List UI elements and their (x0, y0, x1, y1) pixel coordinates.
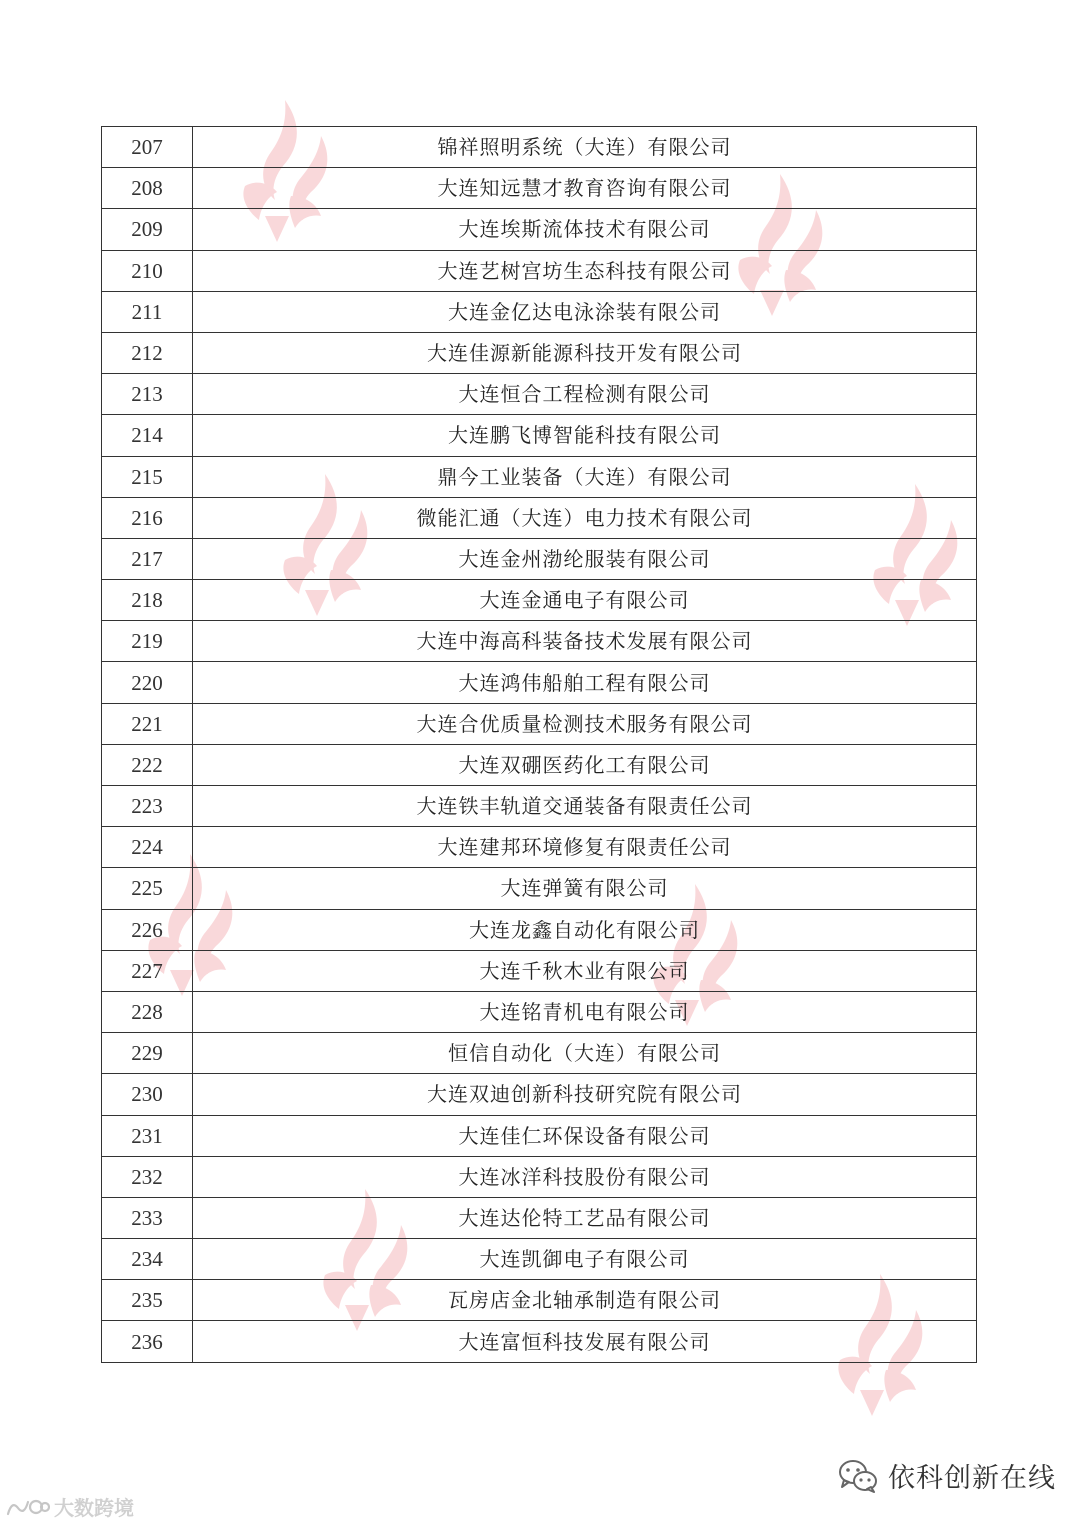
account-name: 依科创新在线 (888, 1463, 1056, 1494)
table-row (102, 209, 977, 250)
row-number: 217 (102, 538, 193, 579)
company-name: 大连鹏飞博智能科技有限公司 (193, 415, 977, 456)
row-number: 209 (102, 209, 193, 250)
table-body (102, 127, 977, 1363)
table-row (102, 1280, 977, 1321)
row-number: 222 (102, 744, 193, 785)
row-number: 223 (102, 786, 193, 827)
table-row (102, 1033, 977, 1074)
table-row (102, 950, 977, 991)
company-name: 大连合优质量检测技术服务有限公司 (193, 703, 977, 744)
table-row (102, 1197, 977, 1238)
row-number: 218 (102, 580, 193, 621)
row-number: 216 (102, 497, 193, 538)
row-number: 221 (102, 703, 193, 744)
company-name: 大连铁丰轨道交通装备有限责任公司 (193, 786, 977, 827)
brand-logo-icon (6, 1496, 50, 1518)
table-row (102, 374, 977, 415)
company-name: 大连佳仁环保设备有限公司 (193, 1115, 977, 1156)
company-name: 大连金州渤纶服装有限公司 (193, 538, 977, 579)
company-name: 大连艺树宫坊生态科技有限公司 (193, 250, 977, 291)
company-name: 大连恒合工程检测有限公司 (193, 374, 977, 415)
row-number: 232 (102, 1156, 193, 1197)
row-number: 211 (102, 291, 193, 332)
table-row (102, 909, 977, 950)
company-name: 大连双迪创新科技研究院有限公司 (193, 1074, 977, 1115)
table-row (102, 662, 977, 703)
table-row (102, 1239, 977, 1280)
company-name: 锦祥照明系统（大连）有限公司 (193, 127, 977, 168)
row-number: 235 (102, 1280, 193, 1321)
row-number: 208 (102, 168, 193, 209)
company-name: 大连佳源新能源科技开发有限公司 (193, 332, 977, 373)
table-row (102, 991, 977, 1032)
company-name: 大连弹簧有限公司 (193, 868, 977, 909)
row-number: 236 (102, 1321, 193, 1362)
table-row (102, 1115, 977, 1156)
table-row (102, 538, 977, 579)
company-name: 瓦房店金北轴承制造有限公司 (193, 1280, 977, 1321)
table-row (102, 250, 977, 291)
company-name: 大连富恒科技发展有限公司 (193, 1321, 977, 1362)
row-number: 229 (102, 1033, 193, 1074)
table-row (102, 291, 977, 332)
company-list-table (101, 126, 977, 1363)
company-name: 大连凯御电子有限公司 (193, 1239, 977, 1280)
table-row (102, 456, 977, 497)
table-row (102, 127, 977, 168)
row-number: 224 (102, 827, 193, 868)
row-number: 220 (102, 662, 193, 703)
company-name: 大连埃斯流体技术有限公司 (193, 209, 977, 250)
row-number: 234 (102, 1239, 193, 1280)
table-row (102, 868, 977, 909)
company-name: 大连铭青机电有限公司 (193, 991, 977, 1032)
row-number: 228 (102, 991, 193, 1032)
company-name: 大连龙鑫自动化有限公司 (193, 909, 977, 950)
row-number: 210 (102, 250, 193, 291)
row-number: 212 (102, 332, 193, 373)
company-name: 大连千秋木业有限公司 (193, 950, 977, 991)
company-name: 鼎今工业装备（大连）有限公司 (193, 456, 977, 497)
account-attribution (838, 1456, 1056, 1495)
table-row (102, 415, 977, 456)
brand-watermark (6, 1492, 134, 1521)
table-row (102, 580, 977, 621)
table-row (102, 744, 977, 785)
row-number: 207 (102, 127, 193, 168)
company-name: 大连冰洋科技股份有限公司 (193, 1156, 977, 1197)
company-name: 大连金亿达电泳涂装有限公司 (193, 291, 977, 332)
table-row (102, 1321, 977, 1362)
row-number: 219 (102, 621, 193, 662)
company-name: 大连鸿伟船舶工程有限公司 (193, 662, 977, 703)
table-row (102, 827, 977, 868)
table-row (102, 497, 977, 538)
row-number: 230 (102, 1074, 193, 1115)
company-name: 大连金通电子有限公司 (193, 580, 977, 621)
row-number: 213 (102, 374, 193, 415)
table-row (102, 703, 977, 744)
row-number: 226 (102, 909, 193, 950)
brand-text: 大数跨境 (54, 1496, 134, 1520)
company-name: 大连中海高科装备技术发展有限公司 (193, 621, 977, 662)
company-name: 大连双硼医药化工有限公司 (193, 744, 977, 785)
table-row (102, 1156, 977, 1197)
table-row (102, 168, 977, 209)
company-name: 大连知远慧才教育咨询有限公司 (193, 168, 977, 209)
row-number: 215 (102, 456, 193, 497)
wechat-icon (838, 1459, 878, 1493)
table-row (102, 332, 977, 373)
table-row (102, 786, 977, 827)
row-number: 214 (102, 415, 193, 456)
row-number: 227 (102, 950, 193, 991)
row-number: 233 (102, 1197, 193, 1238)
company-name: 大连建邦环境修复有限责任公司 (193, 827, 977, 868)
company-name: 微能汇通（大连）电力技术有限公司 (193, 497, 977, 538)
table-row (102, 1074, 977, 1115)
row-number: 231 (102, 1115, 193, 1156)
company-name: 恒信自动化（大连）有限公司 (193, 1033, 977, 1074)
table-row (102, 621, 977, 662)
company-name: 大连达伦特工艺品有限公司 (193, 1197, 977, 1238)
row-number: 225 (102, 868, 193, 909)
